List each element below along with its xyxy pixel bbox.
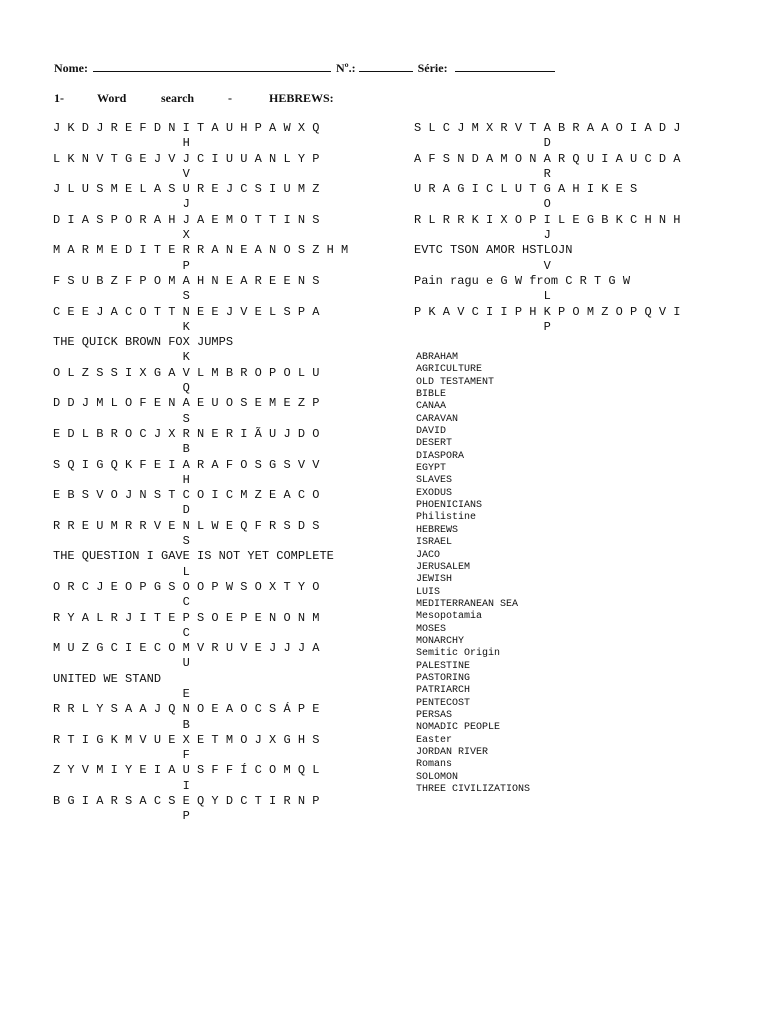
word-list-item: PENTECOST	[416, 697, 471, 709]
word-list-item: PHOENICIANS	[416, 500, 483, 512]
grid-row: R T I G K M V U E X E T M O J X G H S	[53, 732, 320, 747]
grid-row: H	[53, 472, 190, 487]
exercise-number: 1-	[54, 91, 64, 105]
grid-row: P	[414, 319, 551, 334]
grid-row: J K D J R E F D N I T A U H P A W X Q	[53, 121, 320, 135]
series-label: Série:	[417, 61, 448, 75]
word-list-item: Easter	[416, 734, 453, 746]
word-list-item: JACO	[416, 549, 441, 561]
grid-row: P	[53, 809, 190, 824]
grid-row: B G I A R S A C S E Q Y D C T I R N P	[53, 794, 320, 809]
grid-row: I	[53, 778, 190, 793]
grid-row: Pain ragu e G W from C R T G W	[414, 273, 631, 288]
word-list-item: DESERT	[416, 438, 453, 450]
grid-row: X	[53, 228, 190, 243]
grid-row: R	[414, 166, 551, 181]
grid-row: S	[53, 534, 190, 549]
word-list-item: JERUSALEM	[416, 561, 471, 573]
grid-row: U	[53, 656, 190, 671]
grid-row: Q	[53, 381, 190, 396]
word-list-item: EGYPT	[416, 463, 447, 475]
grid-row: V	[414, 258, 551, 273]
grid-row: J	[53, 197, 190, 212]
grid-row: M U Z G C I E C O M V R U V E J J J A	[53, 641, 320, 656]
series-blank[interactable]	[455, 61, 555, 72]
grid-row: B	[53, 442, 190, 457]
title-word-2: search	[161, 91, 195, 105]
word-list-item: CANAA	[416, 401, 447, 413]
number-label: Nº.:	[335, 61, 356, 75]
word-list-item: DAVID	[416, 426, 447, 438]
word-list-item: HEBREWS	[416, 524, 459, 536]
right-letter-grid	[414, 121, 680, 335]
word-list-item: NOMADIC PEOPLE	[416, 722, 501, 734]
title-word-1: Word	[97, 91, 127, 105]
number-blank[interactable]	[359, 61, 413, 72]
grid-row: R R L Y S A A J Q N O E A O C S Á P E	[53, 702, 320, 717]
grid-row: S	[53, 411, 190, 426]
word-list-item: AGRICULTURE	[416, 364, 483, 376]
grid-row: E D L B R O C J X R N E R I Ã U J D O	[53, 426, 320, 441]
grid-row: C E E J A C O T T N E E J V E L S P A	[53, 304, 320, 319]
grid-row: D D J M L O F E N A E U O S E M E Z P	[53, 396, 320, 411]
word-list-item: JEWISH	[416, 574, 453, 586]
grid-row: E B S V O J N S T C O I C M Z E A C O	[53, 488, 320, 503]
grid-row: L	[414, 289, 551, 304]
grid-row: O L Z S S I X G A V L M B R O P O L U	[53, 365, 320, 380]
student-header	[54, 61, 555, 76]
word-list-item: BIBLE	[416, 389, 447, 401]
name-label: Nome:	[54, 61, 88, 75]
grid-row: F S U B Z F P O M A H N E A R E E N S	[53, 273, 320, 288]
grid-row: C	[53, 595, 190, 610]
grid-row: L K N V T G E J V J C I U U A N L Y P	[53, 151, 320, 166]
word-list-item: SLAVES	[416, 475, 453, 487]
grid-row: S Q I G Q K F E I A R A F O S G S V V	[53, 457, 320, 472]
word-list-item: PATRIARCH	[416, 685, 471, 697]
grid-row: E	[53, 686, 190, 701]
grid-row: F	[53, 748, 190, 763]
word-list-item: PALESTINE	[416, 660, 471, 672]
grid-row: B	[53, 717, 190, 732]
word-list-item: Romans	[416, 759, 453, 771]
word-list-item: OLD TESTAMENT	[416, 376, 495, 388]
grid-row: EVTC TSON AMOR HSTLOJN	[414, 243, 573, 258]
grid-row: D	[53, 503, 190, 518]
grid-row: J	[414, 228, 551, 243]
word-list-item: MEDITERRANEAN SEA	[416, 598, 519, 610]
word-list-item: LUIS	[416, 586, 441, 598]
grid-row: V	[53, 166, 190, 181]
grid-row: S L C J M X R V T A B R A A O I A D J	[414, 121, 681, 135]
grid-row: P	[53, 258, 190, 273]
grid-row: R Y A L R J I T E P S O E P E N O N M	[53, 610, 320, 625]
grid-row: D I A S P O R A H J A E M O T T I N S	[53, 212, 320, 227]
grid-row: M A R M E D I T E R R A N E A N O S Z H M	[53, 243, 349, 258]
word-list-item: CARAVAN	[416, 413, 459, 425]
grid-row: THE QUESTION I GAVE IS NOT YET COMPLETE	[53, 549, 334, 564]
word-list-item: THREE CIVILIZATIONS	[416, 784, 531, 796]
word-list-item: SOLOMON	[416, 771, 459, 783]
word-list-item: PERSAS	[416, 709, 453, 721]
grid-row: K	[53, 350, 190, 365]
grid-row: R L R R K I X O P I L E G B K C H N H	[414, 212, 681, 227]
word-list-item: MONARCHY	[416, 635, 465, 647]
word-list	[416, 352, 530, 796]
grid-row: UNITED WE STAND	[53, 671, 162, 686]
grid-row: H	[53, 136, 190, 151]
left-letter-grid	[53, 121, 348, 825]
title-dash: -	[228, 91, 232, 105]
grid-row: K	[53, 319, 190, 334]
word-list-item: ABRAHAM	[416, 352, 459, 363]
grid-row: THE QUICK BROWN FOX JUMPS	[53, 335, 234, 350]
word-list-item: Semitic Origin	[416, 648, 501, 660]
grid-row: O	[414, 197, 551, 212]
grid-row: U R A G I C L U T G A H I K E S	[414, 182, 638, 197]
exercise-title	[54, 91, 334, 106]
word-list-item: Mesopotamia	[416, 611, 483, 623]
grid-row: J L U S M E L A S U R E J C S I U M Z	[53, 182, 320, 197]
title-word-3: HEBREWS:	[269, 91, 334, 105]
name-blank[interactable]	[93, 61, 331, 72]
grid-row: Z Y V M I Y E I A U S F F Í C O M Q L	[53, 763, 320, 778]
word-list-item: MOSES	[416, 623, 447, 635]
word-list-item: EXODUS	[416, 487, 453, 499]
grid-row: S	[53, 289, 190, 304]
word-list-item: DIASPORA	[416, 450, 465, 462]
grid-row: A F S N D A M O N A R Q U I A U C D A	[414, 151, 681, 166]
word-list-item: PASTORING	[416, 672, 471, 684]
word-list-item: Philistine	[416, 512, 477, 524]
word-list-item: ISRAEL	[416, 537, 453, 549]
grid-row: L	[53, 564, 190, 579]
grid-row: O R C J E O P G S O O P W S O X T Y O	[53, 579, 320, 594]
word-list-item: JORDAN RIVER	[416, 747, 489, 758]
grid-row: C	[53, 625, 190, 640]
grid-row: R R E U M R R V E N L W E Q F R S D S	[53, 518, 320, 533]
grid-row: D	[414, 136, 551, 151]
grid-row: P K A V C I I P H K P O M Z O P Q V I	[414, 304, 681, 319]
